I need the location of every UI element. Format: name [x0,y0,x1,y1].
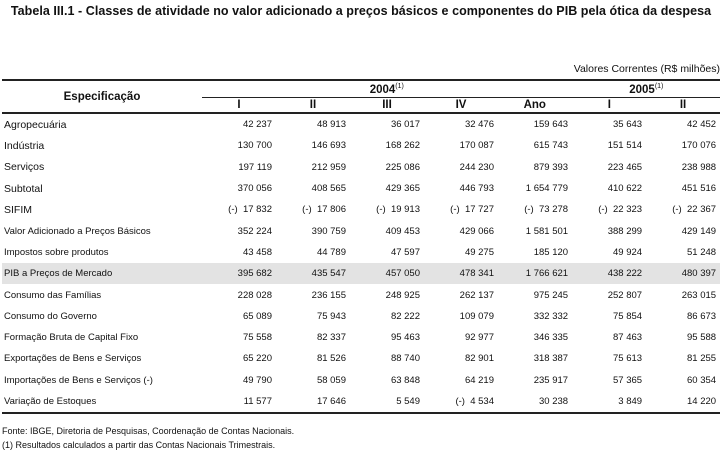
table-cell: 146 693 [311,140,346,152]
table-cell: 75 943 [316,310,346,322]
header-year-2005 [572,80,720,98]
table-cell: 64 219 [464,374,494,386]
table-row [2,220,720,241]
table-cell: 95 463 [390,332,420,344]
table-cell: 32 476 [464,119,494,131]
table-cell: 65 089 [242,310,272,322]
footnote-mark-2005: (1) [654,82,664,90]
table-cell: 170 076 [681,140,717,152]
row-label: SIFIM [4,203,32,216]
table-cell: 238 988 [681,161,717,173]
table-cell: 44 789 [316,246,346,258]
table-cell: 82 901 [464,353,494,365]
gdp-table [2,79,720,414]
col-header: II [276,98,350,114]
table-cell: 58 059 [316,374,346,386]
year-2005-label: 2005 [629,83,655,96]
footnote-mark-2004: (1) [395,82,404,90]
year-2004-label: 2004 [369,83,396,96]
table-cell: 30 238 [498,391,572,413]
table-cell: 451 516 [681,183,717,195]
table-cell: 151 514 [607,140,643,152]
table-cell: 17 646 [276,391,350,413]
table-cell: 65 220 [242,353,272,365]
table-row [2,199,720,220]
table-cell: 47 597 [390,246,420,258]
table-cell: 82 222 [390,310,420,322]
table-cell: 1 581 501 [525,225,569,237]
table-cell: 410 622 [607,183,643,195]
table-row [2,135,720,156]
row-label: Serviços [4,161,45,174]
table-cell: 92 977 [464,332,494,344]
table-cell: 81 255 [686,353,717,365]
table-row [2,327,720,348]
table-row [2,370,720,391]
table-cell: 1 766 621 [498,263,572,284]
table-cell: 429 365 [385,183,420,195]
table-cell: 244 230 [459,161,494,173]
table-cell: 63 848 [390,374,420,386]
table-cell: (-) 4 534 [424,391,498,413]
table-row [2,242,720,263]
table-title: Tabela III.1 - Classes de atividade no valor adicionado a preços básicos e componentes do PIB pela ótica da despesa [10,4,712,18]
table-cell: 248 925 [385,289,420,301]
table-cell: 370 056 [237,183,272,195]
table-cell: 395 682 [202,263,276,284]
col-header: Ano [498,98,572,114]
table-cell: 225 086 [385,161,420,173]
table-cell: 435 547 [276,263,350,284]
row-label: Agropecuária [4,118,67,131]
table-cell: (-) 22 367 [672,204,717,216]
table-cell: 346 335 [533,332,569,344]
table-cell: 332 332 [533,310,569,322]
table-cell: 438 222 [572,263,646,284]
table-row [2,348,720,369]
table-cell: 75 854 [612,310,643,322]
header-year-2004 [202,80,572,98]
table-row [2,306,720,327]
table-row [2,284,720,305]
row-label: Consumo das Famílias [4,289,102,301]
table-cell: 42 452 [686,119,717,131]
table-cell: 478 341 [424,263,498,284]
col-header: II [646,98,720,114]
table-cell: 457 050 [350,263,424,284]
table-cell: 49 924 [612,246,643,258]
table-cell: 388 299 [607,225,643,237]
table-cell: 223 465 [607,161,643,173]
table-cell: 5 549 [350,391,424,413]
table-cell: 170 087 [459,140,494,152]
table-cell: 1 654 779 [525,183,569,195]
table-cell: 43 458 [242,246,272,258]
table-cell: 14 220 [646,391,720,413]
table-cell: 88 740 [390,353,420,365]
table-cell: 75 613 [612,353,643,365]
table-cell: 36 017 [390,119,420,131]
col-header: I [572,98,646,114]
table-cell: 352 224 [237,225,272,237]
table-cell: 429 066 [459,225,494,237]
table-cell: 429 149 [681,225,717,237]
footer-source: Fonte: IBGE, Diretoria de Pesquisas, Coordenação de Contas Nacionais. [2,426,295,436]
table-cell: 82 337 [316,332,346,344]
table-cell: 879 393 [533,161,569,173]
table-cell: 235 917 [533,374,569,386]
row-label: Subtotal [4,182,43,195]
table-cell: 49 275 [464,246,494,258]
table-cell: (-) 17 806 [302,204,346,216]
table-cell: 86 673 [686,310,717,322]
unit-note: Valores Correntes (R$ milhões) [573,63,720,75]
table-cell: (-) 17 832 [228,204,272,216]
table-cell: 48 913 [316,119,346,131]
table-cell: 130 700 [237,140,272,152]
header-specification: Especificação [2,80,202,113]
row-label: Consumo do Governo [4,310,97,322]
table-cell: 159 643 [533,119,569,131]
table-cell: (-) 19 913 [376,204,420,216]
table-cell: (-) 73 278 [524,204,569,216]
table-cell: 409 453 [385,225,420,237]
table-row [2,178,720,199]
table-cell: 51 248 [686,246,717,258]
table-cell: 390 759 [311,225,346,237]
row-label: Exportações de Bens e Serviços [4,353,142,365]
table-cell: 35 643 [612,119,643,131]
row-label: Valor Adicionado a Preços Básicos [4,225,151,237]
table-cell: 212 959 [311,161,346,173]
table-cell: 109 079 [459,310,494,322]
row-label: Indústria [4,139,45,152]
table-cell: 95 588 [686,332,717,344]
table-cell: 81 526 [316,353,346,365]
table-cell: 446 793 [459,183,494,195]
table-row [2,157,720,178]
table-cell: 168 262 [385,140,420,152]
table-row [2,391,720,413]
col-header: III [350,98,424,114]
table-cell: 236 155 [311,289,346,301]
table-cell: 252 807 [607,289,643,301]
table-cell: 11 577 [202,391,276,413]
row-label: PIB a Preços de Mercado [2,263,202,284]
table-cell: 263 015 [681,289,717,301]
table-cell: 49 790 [242,374,272,386]
table-cell: 197 119 [238,161,272,173]
table-cell: 480 397 [646,263,720,284]
table-cell: 57 365 [612,374,643,386]
table-cell: 3 849 [572,391,646,413]
table-row [2,263,720,284]
table-cell: 87 463 [612,332,643,344]
table-cell: 318 387 [533,353,569,365]
table-cell: 60 354 [686,374,717,386]
col-header: IV [424,98,498,114]
table-cell: 615 743 [533,140,569,152]
table-cell: (-) 17 727 [450,204,494,216]
col-header: I [202,98,276,114]
row-label: Importações de Bens e Serviços (-) [4,374,153,386]
footer-note: (1) Resultados calculados a partir das Contas Nacionais Trimestrais. [2,440,276,450]
table-cell: 185 120 [533,246,569,258]
table-cell: 228 028 [237,289,272,301]
table-cell: 42 237 [242,119,272,131]
table-cell: 408 565 [311,183,346,195]
table-cell: 75 558 [242,332,272,344]
table-cell: 262 137 [459,289,494,301]
row-label: Variação de Estoques [2,391,202,413]
row-label: Formação Bruta de Capital Fixo [4,332,139,344]
table-cell: (-) 22 323 [598,204,643,216]
table-row [2,113,720,135]
table-cell: 975 245 [533,289,569,301]
row-label: Impostos sobre produtos [4,246,109,258]
